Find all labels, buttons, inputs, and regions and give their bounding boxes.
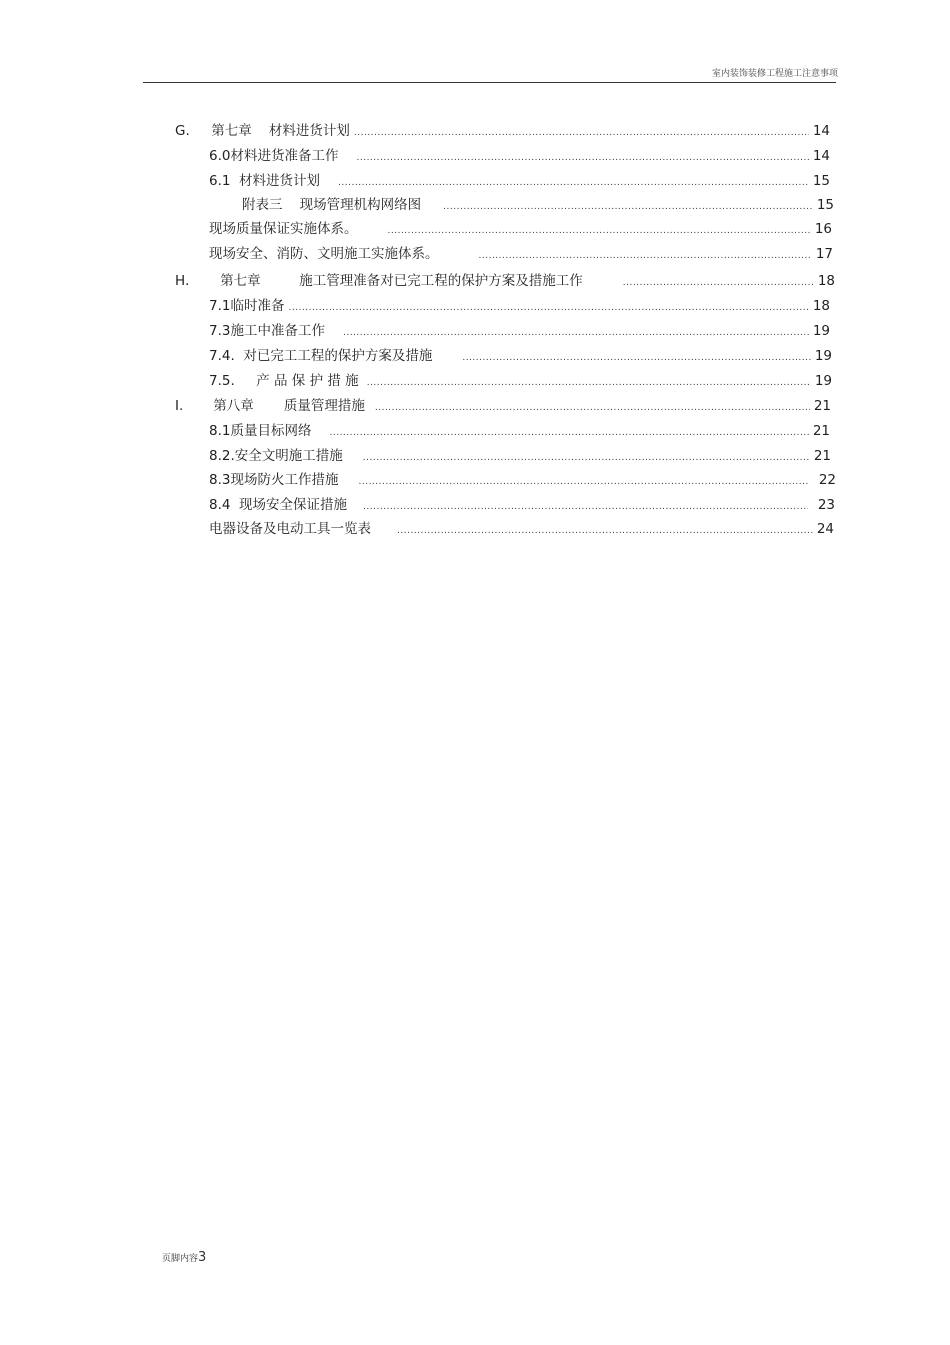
dot-leader (462, 349, 810, 367)
dot-leader (356, 149, 808, 167)
running-header: 室内装饰装修工程施工注意事项 (711, 69, 838, 79)
toc-entry-page: 19 (814, 348, 832, 364)
toc-entry-page: 21 (812, 423, 830, 439)
toc-entry-page: 16 (814, 221, 832, 237)
header-rule (143, 82, 836, 83)
dot-leader (354, 124, 809, 142)
dot-leader (363, 498, 808, 516)
toc-entry-page: 18 (817, 273, 835, 289)
toc-entry-label: H． 第七章 施工管理准备对已完工程的保护方案及措施工作 (175, 273, 583, 289)
dot-leader (329, 424, 808, 442)
toc-entry[interactable] (175, 397, 831, 415)
toc-entry-page: 18 (812, 298, 830, 314)
toc-entry-page: 23 (817, 497, 835, 513)
toc-entry-label: 现场质量保证实施体系。 (209, 221, 358, 237)
toc-entry-label: 6.1 材料进货计划 (209, 173, 321, 189)
toc-entry[interactable] (209, 172, 830, 190)
toc-entry[interactable] (209, 372, 832, 390)
toc-entry-label: 7.1临时准备 (209, 298, 285, 314)
dot-leader (288, 299, 808, 317)
toc-entry[interactable] (209, 447, 831, 465)
toc-entry-label: 7.3施工中准备工作 (209, 323, 325, 339)
footer-page-number: 3 (198, 1250, 207, 1265)
toc-entry[interactable] (175, 272, 835, 290)
toc-entry-label: I. 第八章 质量管理措施 (175, 398, 365, 414)
toc-entry-label: 电器设备及电动工具一览表 (209, 521, 371, 537)
dot-leader (375, 399, 810, 417)
dot-leader (397, 522, 813, 540)
toc-entry[interactable] (209, 147, 830, 165)
toc-entry-label: 8.3现场防火工作措施 (209, 472, 339, 488)
toc-entry[interactable] (209, 322, 830, 340)
toc-entry[interactable] (209, 496, 835, 514)
toc-entry-page: 15 (816, 197, 834, 213)
dot-leader (479, 247, 812, 265)
toc-entry-label: 8.1质量目标网络 (209, 423, 312, 439)
toc-entry[interactable] (209, 220, 832, 238)
toc-entry-label: 附表三 现场管理机构网络图 (242, 197, 422, 213)
toc-entry[interactable] (209, 347, 832, 365)
dot-leader (358, 473, 808, 491)
toc-entry-page: 14 (812, 123, 830, 139)
dot-leader (623, 274, 814, 292)
toc-entry-page: 15 (812, 173, 830, 189)
dot-leader (343, 324, 809, 342)
toc-entry[interactable] (209, 297, 830, 315)
toc-entry-label: 6.0材料进货准备工作 (209, 148, 339, 164)
toc-entry-page: 19 (814, 373, 832, 389)
toc-entry[interactable] (209, 422, 830, 440)
toc-entry-label: 7.4. 对已完工工程的保护方案及措施 (209, 348, 433, 364)
toc-entry[interactable] (242, 196, 834, 214)
dot-leader (443, 198, 813, 216)
page-footer (162, 1250, 206, 1265)
dot-leader (367, 374, 811, 392)
dot-leader (363, 449, 810, 467)
dot-leader (338, 174, 809, 192)
toc-entry-page: 24 (816, 521, 834, 537)
toc-entry-label: G. 第七章 材料进货计划 (175, 123, 350, 139)
toc-entry-page: 17 (815, 246, 833, 262)
toc-entry-label: 8.4 现场安全保证措施 (209, 497, 348, 513)
toc-entry-page: 14 (812, 148, 830, 164)
dot-leader (388, 222, 811, 240)
toc-entry-page: 19 (812, 323, 830, 339)
toc-entry[interactable] (209, 471, 836, 489)
toc-entry[interactable] (209, 245, 833, 263)
toc-entry-label: 8.2.安全文明施工措施 (209, 448, 343, 464)
footer-label: 页脚内容 (162, 1254, 199, 1264)
toc-entry-page: 22 (818, 472, 836, 488)
toc-entry-label: 现场安全、消防、文明施工实施体系。 (209, 246, 439, 262)
toc-entry-page: 21 (813, 448, 831, 464)
toc-entry-label: 7.5. 产 品 保 护 措 施 (209, 373, 359, 389)
toc-entry[interactable] (209, 520, 834, 538)
toc-entry-page: 21 (813, 398, 831, 414)
toc-entry[interactable] (175, 122, 830, 140)
